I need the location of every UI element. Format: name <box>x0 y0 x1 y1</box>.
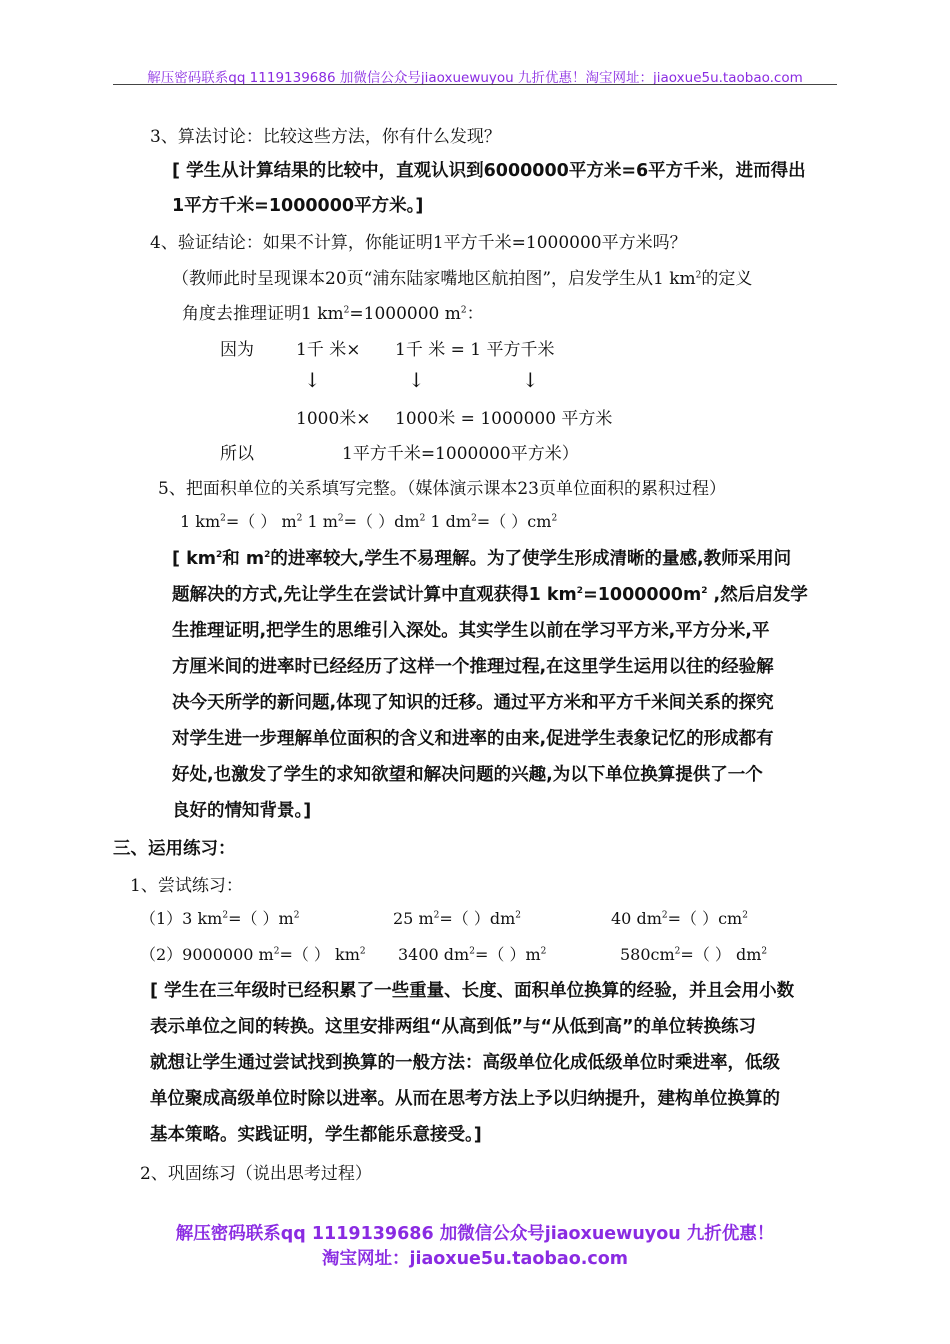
exercise-1-row1-b: 25 $m^2=$（ ）$dm^2$ <box>393 909 522 928</box>
proof-because: 因为 <box>220 340 254 360</box>
down-arrow-icon: ↓ <box>408 368 425 392</box>
unit-fill-row: 1 $km^2=$（ ） $m^2$ 1 $m^2=$（ ）$dm^2$ 1 $dm^2=$（ ）$cm^2$ <box>180 512 558 531</box>
bracket-note-2-line1: [ $km^2$和 $m^2$的进率较大,学生不易理解。为了使学生形成清晰的量感,教师采用问 <box>172 549 792 569</box>
exercise-2-title: 2、巩固练习（说出思考过程） <box>140 1164 372 1184</box>
down-arrow-icon: ↓ <box>304 368 321 392</box>
bracket-note-3-line5: 基本策略。实践证明，学生都能乐意接受。] <box>150 1125 482 1145</box>
item-3-discussion: 3、算法讨论：比较这些方法，你有什么发现？ <box>150 127 501 147</box>
proof-row1-left: 1千 米× <box>296 340 361 360</box>
proof-so: 所以 <box>220 444 254 464</box>
bracket-note-1-line2: 1平方千米=1000000平方米。] <box>172 196 424 216</box>
proof-row2-left: 1000米× <box>296 409 371 429</box>
bracket-note-2-line8: 良好的情知背景。] <box>172 801 312 821</box>
bracket-note-2-line3: 生推理证明,把学生的思维引入深处。其实学生以前在学习平方米,平方分米,平 <box>172 621 770 641</box>
proof-row1-right: 1千 米 = 1 平方千米 <box>395 340 555 360</box>
exercise-1-row1: （1）3 $km^2=$（ ）$m^2$ <box>140 909 300 928</box>
footer-watermark-line2: 淘宝网址：jiaoxue5u.taobao.com <box>321 1249 629 1269</box>
section-3-title: 三、运用练习： <box>113 839 236 859</box>
down-arrow-icon: ↓ <box>522 368 539 392</box>
bracket-note-2-line7: 好处,也激发了学生的求知欲望和解决问题的兴趣,为以下单位换算提供了一个 <box>172 765 763 785</box>
bracket-note-3-line3: 就想让学生通过尝试找到换算的一般方法：高级单位化成低级单位时乘进率，低级 <box>150 1053 780 1073</box>
teacher-note-line2: 角度去推理证明1 $km^2=1000000$ $m^2$： <box>182 304 484 324</box>
footer-watermark-line1: 解压密码联系qq 1119139686 加微信公众号jiaoxuewuyou 九折优惠！ <box>175 1224 775 1244</box>
proof-row2-right: 1000米 = 1000000 平方米 <box>395 409 613 429</box>
proof-row3: 1平方千米=1000000平方米） <box>342 444 579 464</box>
exercise-1-title: 1、尝试练习： <box>130 876 243 896</box>
bracket-note-3-line4: 单位聚成高级单位时除以进率。从而在思考方法上予以归纳提升，建构单位换算的 <box>150 1089 780 1109</box>
bracket-note-3-line2: 表示单位之间的转换。这里安排两组“从高到低”与“从低到高”的单位转换练习 <box>150 1017 757 1037</box>
bracket-note-2-line2: 题解决的方式,先让学生在尝试计算中直观获得1 $km^2=1000000m^2$ ,然后启发学 <box>172 585 808 605</box>
bracket-note-2-line4: 方厘米间的进率时已经经历了这样一个推理过程,在这里学生运用以往的经验解 <box>172 657 774 677</box>
header-watermark: 解压密码联系qq 1119139686 加微信公众号jiaoxuewuyou 九折优惠！淘宝网址：jiaoxue5u.taobao.com <box>147 70 803 86</box>
item-5-fill: 5、把面积单位的关系填写完整。（媒体演示课本23页单位面积的累积过程） <box>158 479 726 499</box>
teacher-note-line1: （教师此时呈现课本20页“浦东陆家嘴地区航拍图”，启发学生从1 $km^2$的定义 <box>172 269 753 289</box>
exercise-1-row2: （2）9000000 $m^2=$（ ） $km^2$ <box>140 945 366 964</box>
bracket-note-2-line6: 对学生进一步理解单位面积的含义和进率的由来,促进学生表象记忆的形成都有 <box>172 729 774 749</box>
header-divider <box>113 84 837 85</box>
item-4-verify: 4、验证结论：如果不计算，你能证明1平方千米=1000000平方米吗？ <box>150 233 687 253</box>
exercise-1-row1-c: 40 $dm^2=$（ ）$cm^2$ <box>611 909 748 928</box>
bracket-note-1-line1: [ 学生从计算结果的比较中，直观认识到6000000平方米=6平方千米，进而得出 <box>172 161 806 181</box>
bracket-note-3-line1: [ 学生在三年级时已经积累了一些重量、长度、面积单位换算的经验，并且会用小数 <box>150 981 795 1001</box>
bracket-note-2-line5: 决今天所学的新问题,体现了知识的迁移。通过平方米和平方千米间关系的探究 <box>172 693 774 713</box>
exercise-1-row2-b: 3400 $dm^2=$（ ）$m^2$ <box>398 945 547 964</box>
exercise-1-row2-c: $580cm^2=$（ ） $dm^2$ <box>620 945 768 964</box>
